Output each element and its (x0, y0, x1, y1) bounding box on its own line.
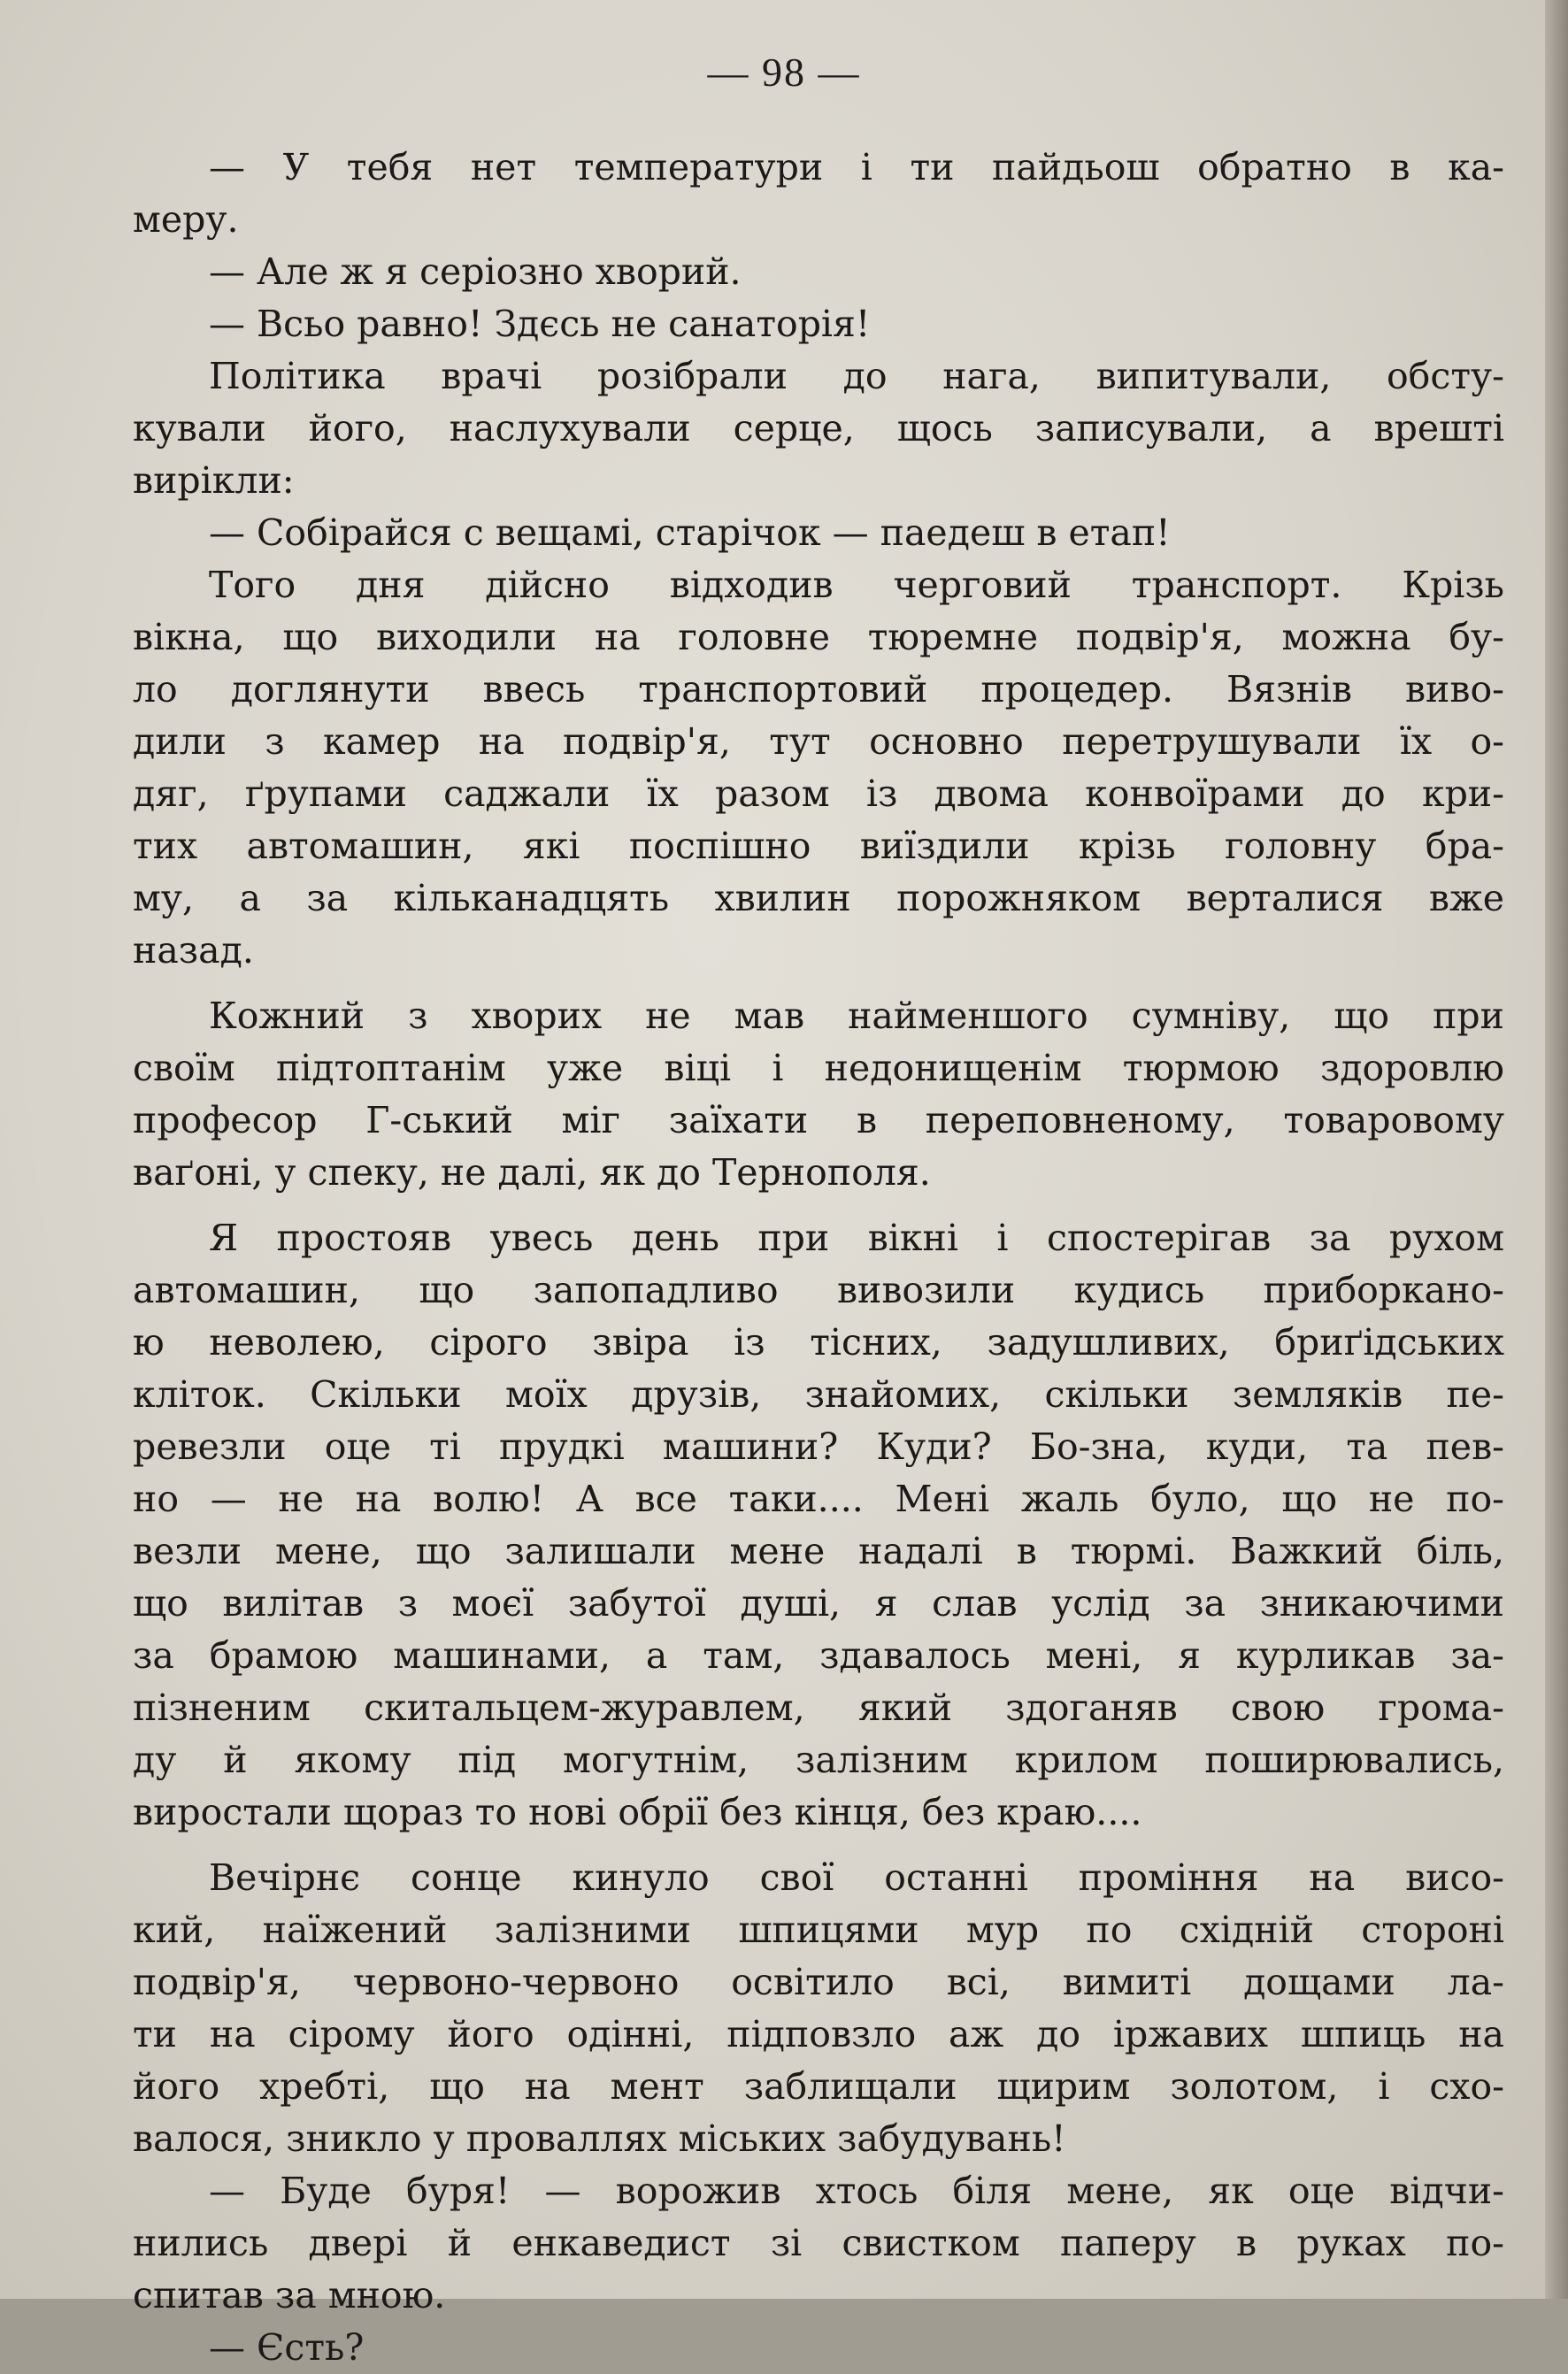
text-line: Політика врачі розібрали до нага, випитували, обсту- (209, 355, 1504, 397)
text-line: но — не на волю! А все таки.... Мені жаль було, що не по- (133, 1478, 1504, 1520)
text-line: везли мене, що залишали мене надалі в тюрмі. Важкий біль, (133, 1530, 1504, 1572)
text-line: назад. (133, 929, 254, 972)
text-line: валося, зникло у проваллях міських забудувань! (133, 2117, 1066, 2160)
text-line: пізненим скитальцем-журавлем, який здоганяв свою грома- (133, 1686, 1504, 1729)
text-line: кий, наїжений залізними шпицями мур по східній стороні (133, 1909, 1504, 1951)
text-line: ло доглянути ввесь транспортовий процедер. Вязнів виво- (133, 668, 1504, 711)
text-line: за брамою машинами, а там, здавалось мені, я курликав за- (133, 1634, 1504, 1677)
text-line: кліток. Скільки моїх друзів, знайомих, скільки земляків пе- (133, 1373, 1504, 1416)
text-line: — У тебя нет температури і ти пайдьош обратно в ка- (209, 146, 1504, 188)
text-line: дили з камер на подвір'я, тут основно перетрушували їх о- (133, 720, 1504, 763)
text-line: ти на сірому його одінні, підповзло аж до іржавих шпиць на (133, 2013, 1504, 2055)
text-line: виростали щораз то нові обрії без кінця, без краю.... (133, 1791, 1142, 1833)
text-line: Того дня дійсно відходив черговий транспорт. Крізь (209, 564, 1504, 606)
text-line: ваґоні, у спеку, не далі, як до Тернополя. (133, 1151, 931, 1194)
page-number: — 98 — (707, 50, 861, 95)
page-edge-shadow (1545, 0, 1568, 2299)
text-line: ду й якому під могутнім, залізним крилом поширювались, (133, 1739, 1504, 1781)
paragraph-gap (133, 1839, 1504, 1852)
text-line: — Але ж я серіозно хворий. (209, 250, 742, 293)
text-line: професор Г-ський міг заїхати в переповненому, товаровому (133, 1099, 1504, 1141)
text-line: вирікли: (133, 459, 295, 502)
text-line: Я простояв увесь день при вікні і спостерігав за рухом (209, 1217, 1504, 1259)
text-line: Кожний з хворих не мав найменшого сумніву, що при (209, 995, 1504, 1037)
text-line: му, а за кільканадцять хвилин порожняком верталися вже (133, 877, 1504, 919)
text-line: своїм підтоптанім уже віці і недонищенім тюрмою здоровлю (133, 1047, 1504, 1089)
text-line: дяг, ґрупами саджали їх разом із двома конвоїрами до кри- (133, 772, 1504, 815)
text-line: ю неволею, сірого звіра із тісних, задушливих, бриґідських (133, 1321, 1504, 1364)
text-line: автомашин, що запопадливо вивозили кудись приборкано- (133, 1269, 1504, 1311)
text-line: вікна, що виходили на головне тюремне подвір'я, можна бу- (133, 616, 1504, 658)
text-line: тих автомашин, які поспішно виїздили крізь головну бра- (133, 825, 1504, 867)
page-text (133, 142, 1504, 2374)
text-line: нились двері й енкаведист зі свистком паперу в руках по- (133, 2222, 1504, 2264)
text-line: — Всьо равно! Здєсь не санаторія! (209, 303, 871, 345)
text-line: Вечірнє сонце кинуло свої останні проміння на висо- (209, 1856, 1504, 1899)
paragraph-gap (133, 977, 1504, 990)
text-line: меру. (133, 198, 239, 241)
text-line: — Єсть? (209, 2326, 365, 2369)
paragraph-gap (133, 1199, 1504, 1212)
text-line: кували його, наслухували серце, щось записували, а врешті (133, 407, 1504, 449)
text-line: спитав за мною. (133, 2274, 446, 2316)
text-line: що вилітав з моєї забутої душі, я слав услід за зникаючими (133, 1582, 1504, 1625)
text-line: його хребті, що на мент заблищали щирим золотом, і схо- (133, 2065, 1504, 2108)
text-line: — Буде буря! — ворожив хтось біля мене, як оце відчи- (209, 2170, 1504, 2212)
text-line: подвір'я, червоно-червоно освітило всі, вимиті дощами ла- (133, 1961, 1504, 2003)
text-line: ревезли оце ті прудкі машини? Куди? Бо-зна, куди, та пев- (133, 1425, 1504, 1468)
text-line: — Собірайся с вещамі, старічок — паедеш в етап! (209, 511, 1171, 554)
